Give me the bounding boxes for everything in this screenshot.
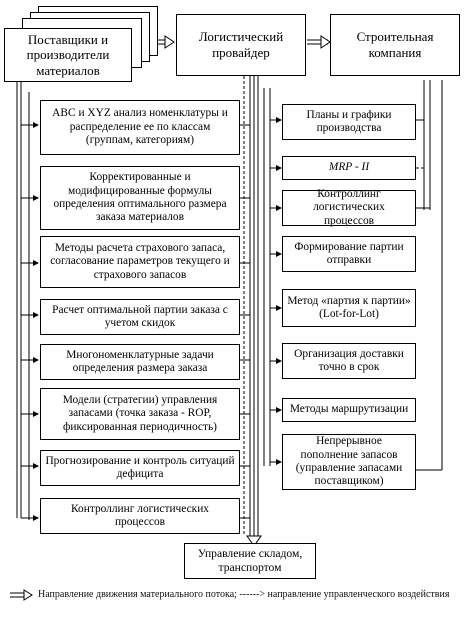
left-box-label: Модели (стратегии) управления запасами (точка заказа - ROP, фиксированная периодичность) [62, 393, 218, 433]
right-box-lot-for-lot [282, 289, 416, 327]
double-arrow-icon [8, 589, 38, 606]
right-box-vmi [282, 434, 416, 490]
right-box-routing [282, 398, 416, 422]
suppliers-box [4, 28, 132, 82]
right-box-label: MRP - II [328, 161, 370, 174]
right-box-label: Непрерывное пополнение запасов (управление запасами поставщиком) [295, 435, 403, 488]
right-box-label: Организация доставки точно в срок [294, 347, 404, 373]
right-box-production-plans [282, 104, 416, 140]
right-box-mrp2 [282, 156, 416, 180]
warehouse-transport-box [184, 543, 316, 579]
logistics-provider-box [176, 14, 306, 76]
legend-text: Направление движения материального потока; ------> направление управленческого воздействия [38, 589, 450, 600]
left-box-abc-xyz [40, 100, 240, 155]
construction-company-box [330, 14, 460, 76]
right-box-label: Метод «партия к партии» (Lot-for-Lot) [287, 294, 411, 320]
right-box-label: Методы маршрутизации [289, 403, 409, 416]
right-box-label: Формирование партии отправки [294, 240, 404, 266]
right-box-controlling [282, 187, 416, 227]
bottom-box-label: Управление складом, транспортом [197, 547, 303, 574]
right-box-label: Планы и графики производства [306, 108, 392, 134]
left-box-multi-item [40, 344, 240, 380]
legend [8, 589, 460, 606]
left-box-label: Многономенклатурные задачи определения размера заказа [66, 348, 214, 374]
suppliers-label: Поставщики и производители материалов [26, 31, 110, 78]
left-box-label: Расчет оптимальной партии заказа с учетом скидок [52, 303, 228, 329]
left-box-label: Контроллинг логистических процессов [71, 502, 209, 528]
provider-label: Логистический провайдер [198, 29, 284, 60]
right-box-label: Контроллинг логистических процессов [313, 187, 385, 227]
left-box-controlling [40, 498, 240, 534]
right-box-shipment-batch [282, 236, 416, 272]
left-box-discount-batch [40, 299, 240, 335]
left-box-deficit-forecast [40, 450, 240, 486]
left-box-label: Методы расчета страхового запаса, согласование параметров текущего и страхового запасов [50, 241, 230, 281]
left-box-label: Корректированные и модифицированные формулы определения оптимального размера заказа материалов [53, 171, 227, 224]
left-box-label: Прогнозирование и контроль ситуаций дефицита [45, 454, 235, 480]
company-label: Строительная компания [356, 29, 434, 60]
left-box-inventory-models [40, 388, 240, 440]
left-box-label: ABC и XYZ анализ номенклатуры и распределение ее по классам (группам, категориям) [52, 107, 228, 147]
right-box-jit-delivery [282, 343, 416, 379]
left-box-safety-stock [40, 236, 240, 288]
left-box-eoq-formulas [40, 166, 240, 230]
